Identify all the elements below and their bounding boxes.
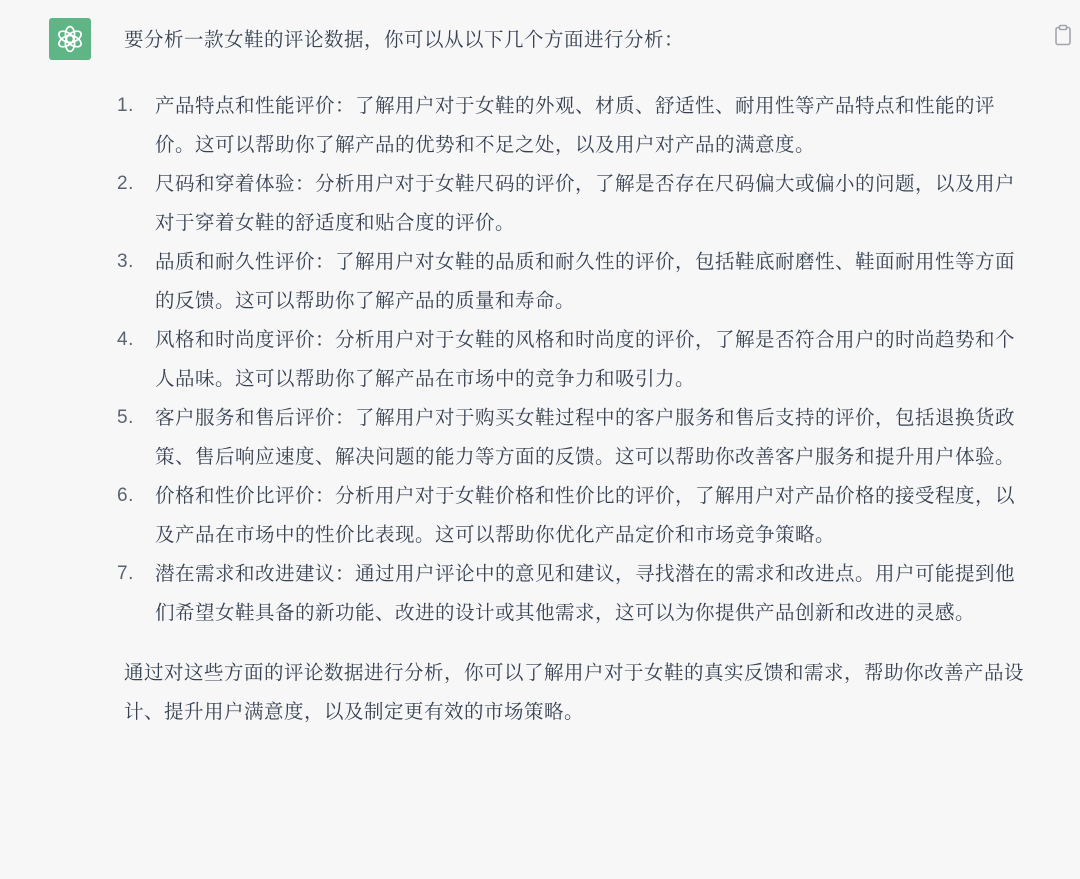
list-item-text: 风格和时尚度评价：分析用户对于女鞋的风格和时尚度的评价，了解是否符合用户的时尚趋势和个人品味。这可以帮助你了解产品在市场中的竞争力和吸引力。 — [155, 328, 1016, 390]
conclusion-paragraph: 通过对这些方面的评论数据进行分析，你可以了解用户对于女鞋的真实反馈和需求，帮助你改善产品设计、提升用户满意度，以及制定更有效的市场策略。 — [124, 661, 1025, 723]
list-number: 7. — [117, 563, 134, 584]
list-number: 1. — [117, 95, 134, 116]
intro-paragraph: 要分析一款女鞋的评论数据，你可以从以下几个方面进行分析： — [124, 28, 685, 51]
list-item-text: 品质和耐久性评价：了解用户对女鞋的品质和耐久性的评价，包括鞋底耐磨性、鞋面耐用性等方面的反馈。这可以帮助你了解产品的质量和寿命。 — [155, 250, 1016, 312]
message-content — [117, 20, 1044, 731]
list-item-text: 潜在需求和改进建议：通过用户评论中的意见和建议，寻找潜在的需求和改进点。用户可能提到他们希望女鞋具备的新功能、改进的设计或其他需求，这可以为你提供产品创新和改进的灵感。 — [155, 562, 1016, 624]
list-item — [117, 164, 1025, 242]
analysis-list — [117, 86, 1044, 632]
clipboard-icon — [1054, 24, 1072, 46]
list-item — [117, 554, 1025, 632]
list-item-text: 产品特点和性能评价：了解用户对于女鞋的外观、材质、舒适性、耐用性等产品特点和性能的评价。这可以帮助你了解产品的优势和不足之处，以及用户对产品的满意度。 — [155, 94, 996, 156]
list-item-text: 尺码和穿着体验：分析用户对于女鞋尺码的评价，了解是否存在尺码偏大或偏小的问题，以及用户对于穿着女鞋的舒适度和贴合度的评价。 — [155, 172, 1016, 234]
list-number: 5. — [117, 407, 134, 428]
list-item — [117, 398, 1025, 476]
list-number: 4. — [117, 329, 134, 350]
list-item — [117, 242, 1025, 320]
assistant-avatar — [49, 18, 91, 60]
list-number: 6. — [117, 485, 134, 506]
list-number: 3. — [117, 251, 134, 272]
list-number: 2. — [117, 173, 134, 194]
list-item — [117, 320, 1025, 398]
list-item — [117, 476, 1025, 554]
list-item — [117, 86, 1025, 164]
list-item-text: 价格和性价比评价：分析用户对于女鞋价格和性价比的评价，了解用户对产品价格的接受程度，以及产品在市场中的性价比表现。这可以帮助你优化产品定价和市场竞争策略。 — [155, 484, 1016, 546]
list-item-text: 客户服务和售后评价：了解用户对于购买女鞋过程中的客户服务和售后支持的评价，包括退换货政策、售后响应速度、解决问题的能力等方面的反馈。这可以帮助你改善客户服务和提升用户体验。 — [155, 406, 1016, 468]
openai-logo-icon — [55, 24, 85, 54]
copy-button[interactable] — [1052, 22, 1074, 48]
